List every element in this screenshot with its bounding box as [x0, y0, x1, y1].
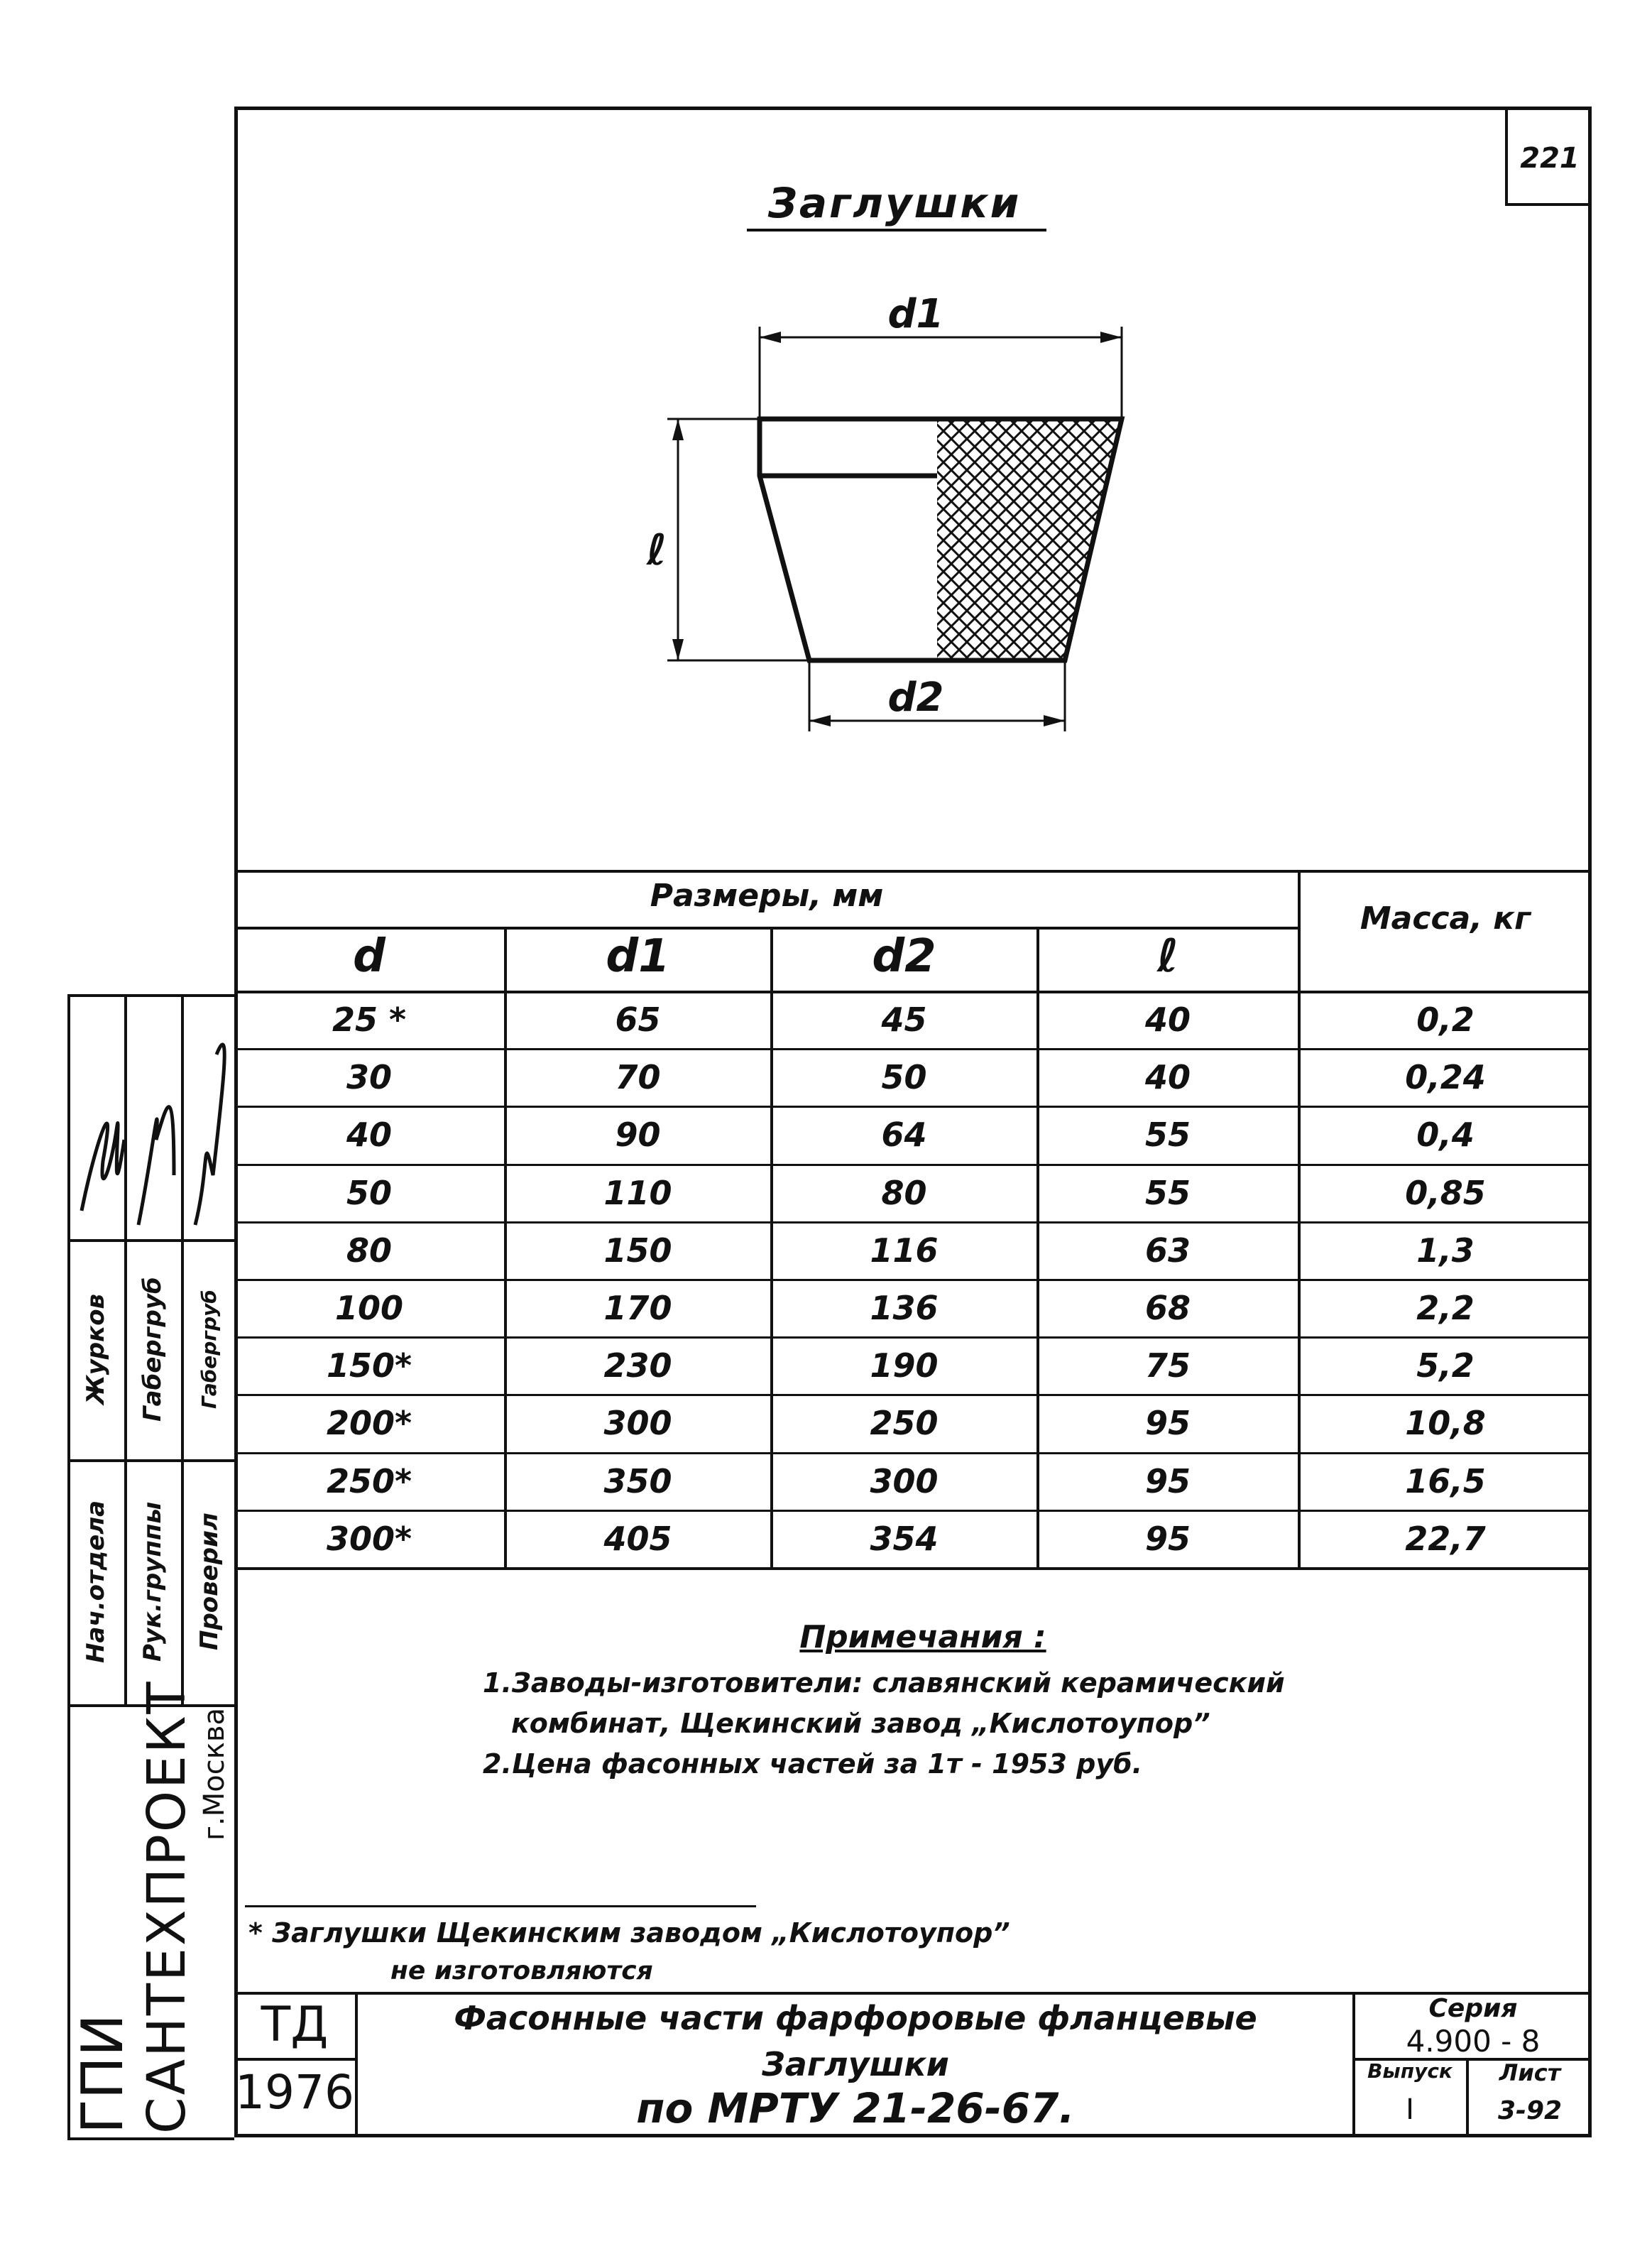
- dimensions-header: Размеры, мм: [650, 878, 884, 914]
- issue-label: Выпуск: [1367, 2059, 1453, 2083]
- table-cell-d2: 354: [870, 1519, 939, 1558]
- table-cell-d1: 150: [603, 1231, 672, 1270]
- table-cell-l: 75: [1144, 1346, 1191, 1385]
- table-cell-l: 95: [1144, 1404, 1191, 1443]
- table-cell-mass: 5,2: [1416, 1346, 1475, 1385]
- table-top-line: [234, 870, 1592, 873]
- table-cell-d1: 110: [603, 1173, 672, 1212]
- role-group-leader: Рук.группы: [138, 1501, 167, 1662]
- footnote-rule: [245, 1905, 756, 1907]
- title-block-line-2: Заглушки: [762, 2045, 949, 2083]
- table-cell-mass: 0,24: [1405, 1058, 1486, 1097]
- notes-line-2: комбинат, Щекинский завод „Кислотоупор”: [511, 1708, 1210, 1739]
- column-header-d1: d1: [606, 930, 670, 983]
- table-cell-l: 68: [1144, 1289, 1191, 1327]
- l-label: ℓ: [646, 525, 667, 575]
- table-cell-d: 250*: [326, 1461, 412, 1500]
- title-block-line-3: по МРТУ 21-26-67.: [636, 2084, 1075, 2132]
- role-checked: Проверил: [195, 1513, 224, 1651]
- table-bottom-line: [234, 1567, 1592, 1570]
- sheet-label: Лист: [1499, 2059, 1561, 2086]
- table-cell-d2: 45: [881, 1001, 927, 1039]
- table-row-divider: [234, 1510, 1592, 1512]
- table-row-divider: [234, 1048, 1592, 1050]
- table-cell-d: 50: [346, 1173, 392, 1212]
- table-cell-d2: 190: [870, 1346, 939, 1385]
- mass-header: Масса, кг: [1360, 900, 1531, 937]
- org-santekhproekt: САНТЕХПРОЕКТ: [136, 1679, 197, 2134]
- group-header-line: [234, 927, 1299, 930]
- table-cell-mass: 2,2: [1416, 1289, 1475, 1327]
- title-block-line-1: Фасонные части фарфоровые фланцевые: [454, 1999, 1257, 2037]
- name-head-of-department: Журков: [82, 1293, 110, 1405]
- table-cell-l: 55: [1144, 1116, 1191, 1155]
- table-cell-d2: 136: [870, 1289, 939, 1327]
- table-cell-mass: 1,3: [1416, 1231, 1475, 1270]
- table-row-divider: [234, 1452, 1592, 1454]
- table-cell-l: 55: [1144, 1173, 1191, 1212]
- table-cell-d1: 350: [603, 1461, 672, 1500]
- table-cell-l: 95: [1144, 1461, 1191, 1500]
- table-cell-d: 100: [334, 1289, 404, 1327]
- table-cell-l: 40: [1144, 1058, 1191, 1097]
- org-city: г.Москва: [198, 1708, 231, 1841]
- table-cell-d: 200*: [326, 1404, 412, 1443]
- table-row-divider: [234, 1279, 1592, 1281]
- td-mark: ТД: [261, 1997, 329, 2053]
- table-cell-l: 40: [1144, 1001, 1191, 1039]
- table-cell-d1: 65: [615, 1001, 661, 1039]
- notes-heading: Примечания :: [799, 1619, 1046, 1655]
- series-value: 4.900 - 8: [1406, 2024, 1541, 2059]
- table-cell-d: 300*: [326, 1519, 412, 1558]
- table-cell-mass: 0,85: [1405, 1173, 1486, 1212]
- table-cell-d2: 250: [870, 1404, 939, 1443]
- table-cell-d: 80: [346, 1231, 392, 1270]
- title-underline: [747, 229, 1046, 231]
- table-row-divider: [234, 1336, 1592, 1339]
- table-cell-d1: 405: [603, 1519, 672, 1558]
- d1-label: d1: [887, 291, 944, 337]
- table-cell-d2: 64: [881, 1116, 927, 1155]
- table-cell-mass: 10,8: [1405, 1404, 1486, 1443]
- name-group-leader: Габергруб: [138, 1277, 167, 1422]
- name-checker: Габергруб: [197, 1290, 221, 1409]
- signatures: [67, 998, 234, 1239]
- table-cell-d2: 50: [881, 1058, 927, 1097]
- table-cell-mass: 16,5: [1405, 1461, 1486, 1500]
- sheet-value: 3-92: [1497, 2096, 1563, 2125]
- notes-line-3: 2.Цена фасонных частей за 1т - 1953 руб.: [483, 1748, 1143, 1780]
- column-header-d2: d2: [872, 930, 936, 983]
- d2-label: d2: [887, 675, 944, 721]
- table-cell-d1: 300: [603, 1404, 672, 1443]
- role-head-of-department: Нач.отдела: [82, 1500, 110, 1664]
- table-cell-l: 95: [1144, 1519, 1191, 1558]
- issue-value: I: [1406, 2093, 1414, 2126]
- column-header-l: ℓ: [1156, 930, 1179, 983]
- page-title: Заглушки: [767, 179, 1022, 227]
- notes-line-1: 1.Заводы-изготовители: славянский керамический: [483, 1667, 1285, 1699]
- page-number: 221: [1520, 142, 1580, 175]
- table-row-divider: [234, 1394, 1592, 1396]
- table-row-divider: [234, 1221, 1592, 1224]
- table-cell-d2: 80: [881, 1173, 927, 1212]
- table-cell-d: 30: [346, 1058, 392, 1097]
- table-cell-d1: 230: [603, 1346, 672, 1385]
- table-cell-d2: 116: [870, 1231, 939, 1270]
- table-cell-l: 63: [1144, 1231, 1191, 1270]
- table-cell-d1: 170: [603, 1289, 672, 1327]
- year-mark: 1976: [235, 2065, 354, 2120]
- table-cell-d1: 70: [615, 1058, 661, 1097]
- table-cell-mass: 22,7: [1405, 1519, 1486, 1558]
- column-header-d: d: [353, 930, 385, 983]
- table-cell-d1: 90: [615, 1116, 661, 1155]
- table-row-divider: [234, 1106, 1592, 1108]
- table-row-divider: [234, 1164, 1592, 1166]
- table-cell-d2: 300: [870, 1461, 939, 1500]
- org-gpi: ГПИ: [70, 2014, 136, 2134]
- table-cell-mass: 0,4: [1416, 1116, 1475, 1155]
- table-cell-d: 150*: [326, 1346, 412, 1385]
- series-label: Серия: [1428, 1994, 1518, 2023]
- table-cell-d: 40: [346, 1116, 392, 1155]
- footnote-line-2: не изготовляются: [390, 1956, 653, 1985]
- table-cell-d: 25 *: [332, 1001, 407, 1039]
- table-cell-mass: 0,2: [1416, 1001, 1475, 1039]
- header-bottom-line: [234, 991, 1592, 993]
- footnote-line-1: * Заглушки Щекинским заводом „Кислотоупор”: [248, 1917, 1010, 1949]
